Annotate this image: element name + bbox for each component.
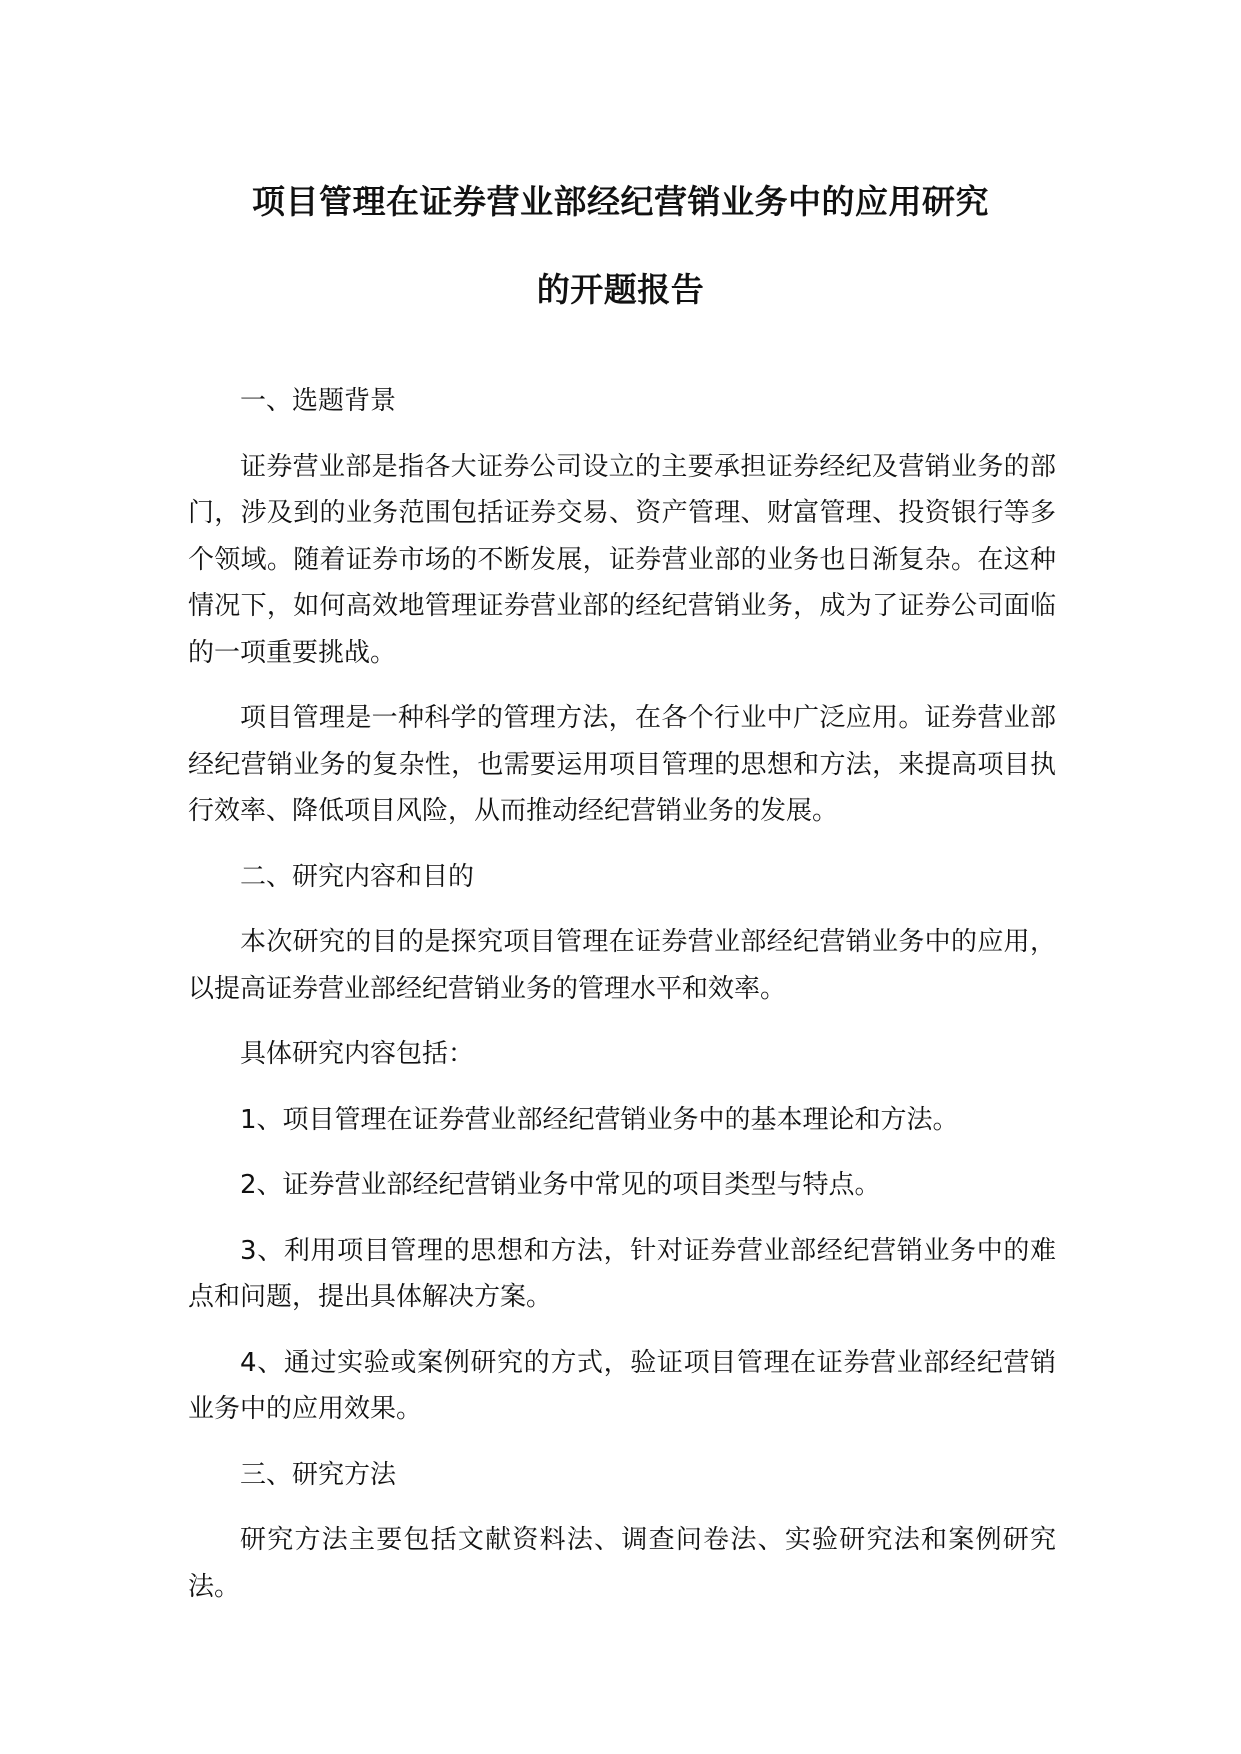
section-heading-background: 一、选题背景 <box>240 386 397 416</box>
paragraph-purpose: 本次研究的目的是探究项目管理在证券营业部经纪营销业务中的应用，以提高证券营业部经纪营销业务的管理水平和效率。 <box>188 927 1056 1004</box>
list-item-3: 3、利用项目管理的思想和方法，针对证券营业部经纪营销业务中的难点和问题，提出具体解决方案。 <box>188 1235 1056 1312</box>
section-heading-content: 二、研究内容和目的 <box>240 861 475 892</box>
paragraph-background-2: 项目管理是一种科学的管理方法，在各个行业中广泛应用。证券营业部经纪营销业务的复杂性，也需要运用项目管理的思想和方法，来提高项目执行效率、降低项目风险，从而推动经纪营销业务的发展。 <box>188 703 1056 826</box>
section-heading-methods: 三、研究方法 <box>240 1459 397 1490</box>
paragraph-content-intro: 具体研究内容包括： <box>240 1039 475 1069</box>
list-item-2: 2、证券营业部经纪营销业务中常见的项目类型与特点。 <box>240 1170 881 1200</box>
list-item-4: 4、通过实验或案例研究的方式，验证项目管理在证券营业部经纪营销业务中的应用效果。 <box>188 1347 1056 1424</box>
paragraph-methods: 研究方法主要包括文献资料法、调查问卷法、实验研究法和案例研究法。 <box>188 1525 1056 1602</box>
document-title-line-2: 的开题报告 <box>536 270 705 309</box>
document-body <box>188 378 1056 1629</box>
document-title-line-1: 项目管理在证券营业部经纪营销业务中的应用研究 <box>252 182 989 221</box>
paragraph-background-1: 证券营业部是指各大证券公司设立的主要承担证券经纪及营销业务的部门，涉及到的业务范围包括证券交易、资产管理、财富管理、投资银行等多个领域。随着证券市场的不断发展，证券营业部的业务也日渐复杂。在这种情况下，如何高效地管理证券营业部的经纪营销业务，成为了证券公司面临的一项重要挑战。 <box>188 451 1056 668</box>
list-item-1: 1、项目管理在证券营业部经纪营销业务中的基本理论和方法。 <box>240 1104 959 1135</box>
